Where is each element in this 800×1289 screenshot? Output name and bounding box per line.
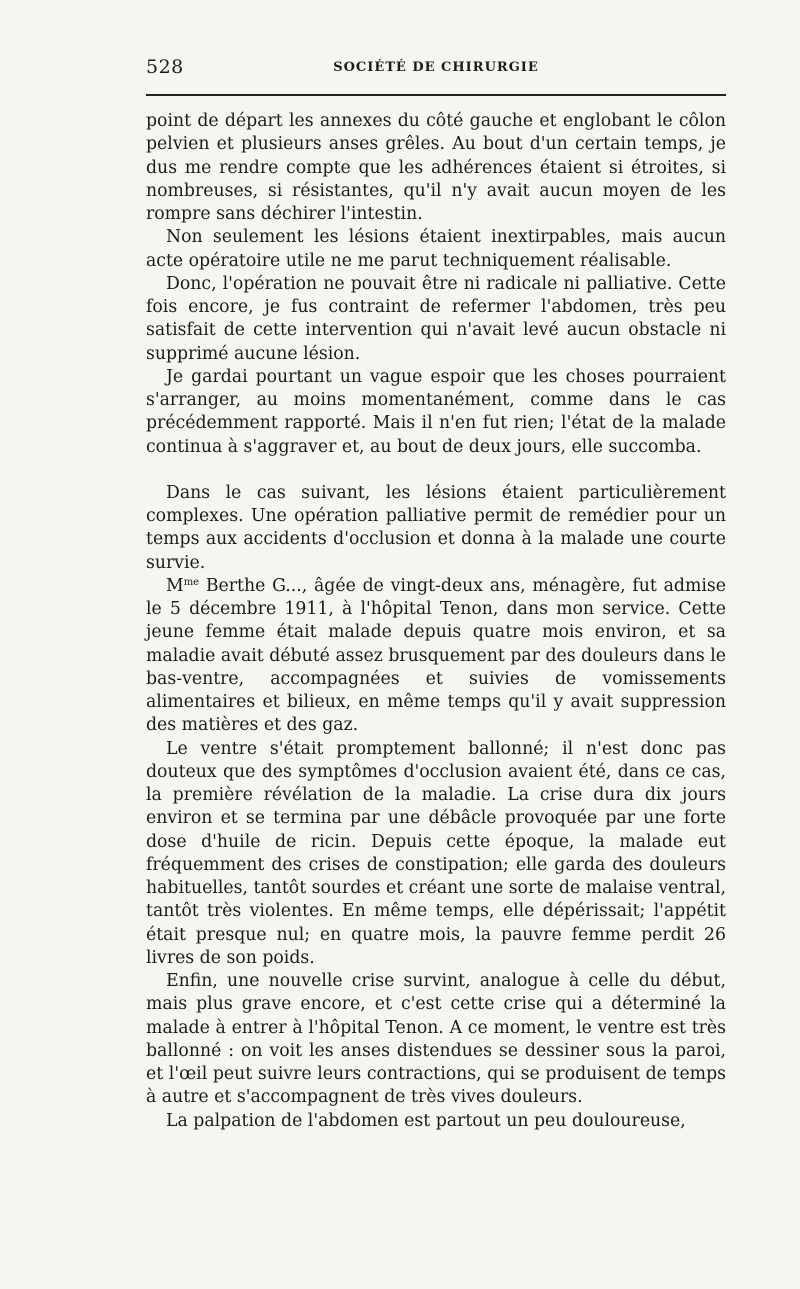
paragraph: Donc, l'opération ne pouvait être ni radicale ni palliative. Cette fois encore, je fus contraint de refermer l'abdomen, très peu satisfait de cette intervention qui n'avait levé aucun obstacle ni supprimé aucune lésion. (146, 273, 726, 364)
abbrev-madame: $M^{me}$ (166, 575, 200, 596)
paragraph-text: Berthe G..., âgée de vingt-deux ans, ménagère, fut admise le 5 décembre 1911, à l'hôpital Tenon, dans mon service. Cette jeune femme était malade depuis quatre mois environ, et sa maladie avait débuté assez brusquement par des douleurs dans le bas-ventre, accompagnées et suivies de vomissements alimentaires et bilieux, en même temps qu'il y avait suppression des matières et des gaz. (146, 575, 726, 736)
page-number: 528 (146, 56, 184, 78)
paragraph: Dans le cas suivant, les lésions étaient particulièrement complexes. Une opération palliative permit de remédier pour un temps aux accidents d'occlusion et donna à la malade une courte survie. (146, 482, 726, 573)
paragraph: Je gardai pourtant un vague espoir que les choses pourraient s'arranger, au moins momentanément, comme dans le cas précédemment rapporté. Mais il n'en fut rien; l'état de la malade continua à s'aggraver et, au bout de deux jours, elle succomba. (146, 366, 726, 457)
running-head: SOCIÉTÉ DE CHIRURGIE (333, 60, 539, 75)
paragraph: Le ventre s'était promptement ballonné; il n'est donc pas douteux que des symptômes d'occlusion avaient été, dans ce cas, la première révélation de la maladie. La crise dura dix jours environ et se termina par une débâcle provoquée par une forte dose d'huile de ricin. Depuis cette époque, la malade eut fréquemment des crises de constipation; elle garda des douleurs habituelles, tantôt sourdes et créant une sorte de malaise ventral, tantôt très violentes. En même temps, elle dépérissait; l'appétit était presque nul; en quatre mois, la pauvre femme perdit 26 livres de son poids. (146, 738, 726, 968)
paragraph-case-intro (146, 575, 726, 738)
body-text (146, 110, 726, 1133)
paragraph: Non seulement les lésions étaient inextirpables, mais aucun acte opératoire utile ne me parut techniquement réalisable. (146, 227, 726, 271)
page-header (146, 56, 726, 82)
paragraph: Enfin, une nouvelle crise survint, analogue à celle du début, mais plus grave encore, et c'est cette crise qui a déterminé la malade à entrer à l'hôpital Tenon. A ce moment, le ventre est très ballonné : on voit les anses distendues se dessiner sous la paroi, et l'œil peut suivre leurs contractions, qui se produisent de temps à autre et s'accompagnent de très vives douleurs. (146, 971, 726, 1108)
paragraph: point de départ les annexes du côté gauche et englobant le côlon pelvien et plusieurs anses grêles. Au bout d'un certain temps, je dus me rendre compte que les adhérences étaient si étroites, si nombreuses, si résistantes, qu'il n'y avait aucun moyen de les rompre sans déchirer l'intestin. (146, 111, 726, 224)
paragraph: La palpation de l'abdomen est partout un peu douloureuse, (166, 1110, 686, 1131)
header-rule (146, 94, 726, 96)
